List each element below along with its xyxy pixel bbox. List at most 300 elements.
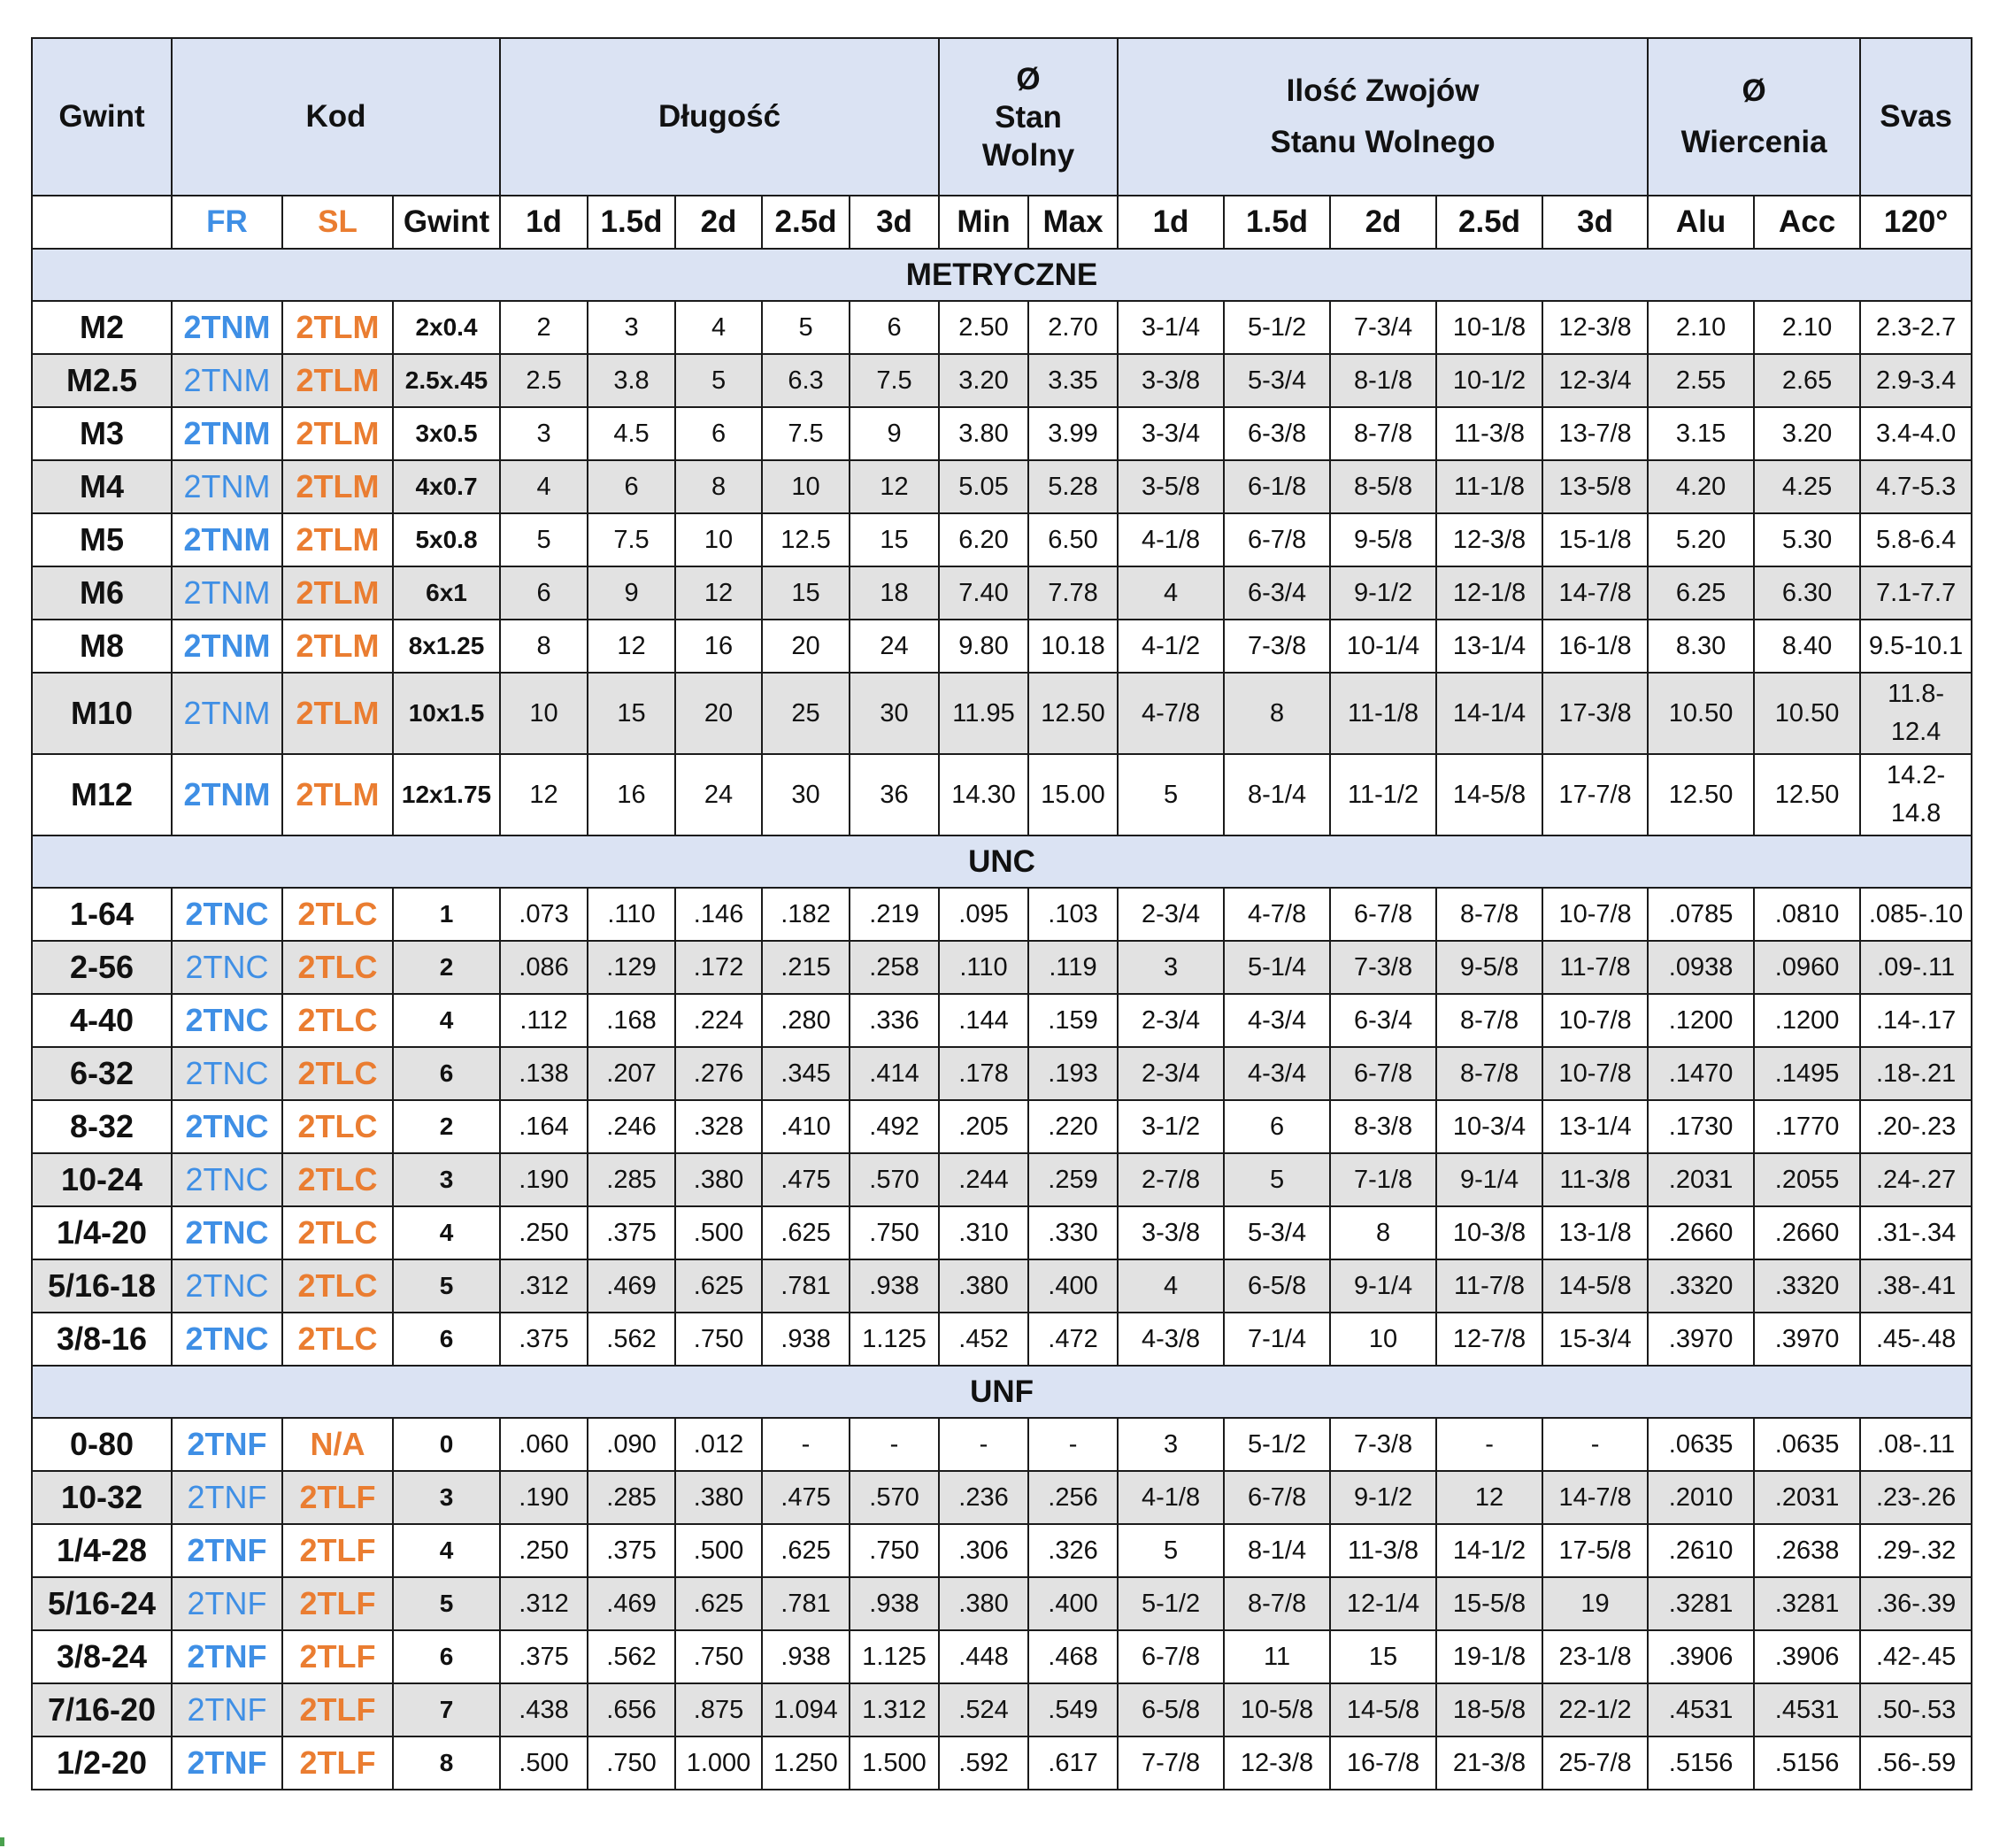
cell-len-2-5d: 25 [762, 673, 850, 754]
header-ilosc-zwojow: Ilość Zwojów Stanu Wolnego [1118, 38, 1648, 196]
table-row [32, 888, 1972, 941]
cell-code-sl: N/A [282, 1418, 393, 1471]
cell-pitch: 6 [393, 1047, 500, 1100]
cell-free-min: .236 [939, 1471, 1028, 1524]
cell-code-fr: 2TNF [172, 1683, 282, 1736]
cell-drill-alu: .0938 [1648, 941, 1754, 994]
cell-svas-120: 4.7-5.3 [1860, 460, 1972, 513]
cell-turns-1d: 3-5/8 [1118, 460, 1224, 513]
cell-drill-alu: 4.20 [1648, 460, 1754, 513]
cell-turns-2-5d: 12-1/8 [1436, 566, 1542, 620]
cell-turns-1d: 3-1/2 [1118, 1100, 1224, 1153]
cell-turns-1-5d: 5-1/2 [1224, 301, 1330, 354]
cell-free-max: - [1028, 1418, 1118, 1471]
subheader-120deg: 120° [1860, 196, 1972, 249]
cell-pitch: 2 [393, 1100, 500, 1153]
cell-free-max: 5.28 [1028, 460, 1118, 513]
cell-code-sl: 2TLC [282, 1259, 393, 1313]
cell-turns-1-5d: 6-3/4 [1224, 566, 1330, 620]
cell-thread: 6-32 [32, 1047, 172, 1100]
cell-len-1-5d: 9 [588, 566, 675, 620]
cell-len-2-5d: .625 [762, 1524, 850, 1577]
cell-len-3d: .570 [850, 1471, 939, 1524]
cell-len-3d: .336 [850, 994, 939, 1047]
cell-pitch: 3 [393, 1153, 500, 1206]
cell-turns-2d: 8-1/8 [1330, 354, 1436, 407]
cell-len-1-5d: 6 [588, 460, 675, 513]
cell-drill-alu: .1200 [1648, 994, 1754, 1047]
cell-free-min: 7.40 [939, 566, 1028, 620]
cell-len-2-5d: 20 [762, 620, 850, 673]
cell-thread: 0-80 [32, 1418, 172, 1471]
cell-len-2-5d: - [762, 1418, 850, 1471]
cell-svas-120: 5.8-6.4 [1860, 513, 1972, 566]
cell-len-1d: 5 [500, 513, 588, 566]
svas-part: 11.8- [1888, 680, 1945, 708]
cell-drill-acc: .3970 [1754, 1313, 1860, 1366]
cell-turns-2d: 9-1/4 [1330, 1259, 1436, 1313]
cell-turns-3d: 22-1/2 [1542, 1683, 1648, 1736]
cell-thread: M4 [32, 460, 172, 513]
table-row [32, 1313, 1972, 1366]
cell-free-min: .592 [939, 1736, 1028, 1790]
cell-turns-2d: 6-7/8 [1330, 1047, 1436, 1100]
cell-turns-2d: 15 [1330, 1630, 1436, 1683]
diameter-symbol: Ø [1742, 73, 1766, 108]
cell-len-2d: 6 [675, 407, 762, 460]
cell-drill-alu: 6.25 [1648, 566, 1754, 620]
cell-code-fr: 2TNF [172, 1471, 282, 1524]
cell-turns-3d: 13-1/4 [1542, 1100, 1648, 1153]
cell-free-min: 3.20 [939, 354, 1028, 407]
cell-turns-1-5d: 4-3/4 [1224, 1047, 1330, 1100]
cell-thread: M12 [32, 754, 172, 835]
cell-svas-120: .31-.34 [1860, 1206, 1972, 1259]
cell-len-1-5d: .285 [588, 1471, 675, 1524]
cell-thread: 10-32 [32, 1471, 172, 1524]
cell-drill-acc: 5.30 [1754, 513, 1860, 566]
cell-turns-1d: 2-7/8 [1118, 1153, 1224, 1206]
subheader-turns-3d: 3d [1542, 196, 1648, 249]
cell-turns-1d: 4-3/8 [1118, 1313, 1224, 1366]
cell-len-2-5d: 1.094 [762, 1683, 850, 1736]
cell-turns-1d: 3 [1118, 941, 1224, 994]
cell-free-max: .617 [1028, 1736, 1118, 1790]
cell-code-sl: 2TLC [282, 1153, 393, 1206]
cell-turns-1d: 6-5/8 [1118, 1683, 1224, 1736]
cell-code-sl: 2TLC [282, 1047, 393, 1100]
subheader-turns-2-5d: 2.5d [1436, 196, 1542, 249]
cell-pitch: 2.5x.45 [393, 354, 500, 407]
cell-len-1-5d: .375 [588, 1524, 675, 1577]
cell-turns-1d: 2-3/4 [1118, 994, 1224, 1047]
section-header-row [32, 1366, 1972, 1418]
cell-thread: 2-56 [32, 941, 172, 994]
cell-turns-1d: 4 [1118, 1259, 1224, 1313]
cell-pitch: 12x1.75 [393, 754, 500, 835]
cell-turns-1-5d: 6-3/8 [1224, 407, 1330, 460]
cell-len-2-5d: 7.5 [762, 407, 850, 460]
cell-len-1-5d: .375 [588, 1206, 675, 1259]
cell-turns-1-5d: 6-7/8 [1224, 513, 1330, 566]
cell-turns-3d: 12-3/8 [1542, 301, 1648, 354]
diameter-symbol: Ø [1016, 61, 1041, 96]
cell-free-max: 2.70 [1028, 301, 1118, 354]
cell-len-3d: 1.125 [850, 1630, 939, 1683]
cell-turns-3d: 14-7/8 [1542, 566, 1648, 620]
cell-turns-2-5d: - [1436, 1418, 1542, 1471]
cell-len-1d: 4 [500, 460, 588, 513]
cell-pitch: 4 [393, 994, 500, 1047]
header-dlugosc: Długość [500, 38, 939, 196]
cell-code-sl: 2TLC [282, 994, 393, 1047]
cell-turns-3d: 17-5/8 [1542, 1524, 1648, 1577]
cell-len-1d: 2.5 [500, 354, 588, 407]
cell-len-2d: .750 [675, 1630, 762, 1683]
cell-pitch: 3x0.5 [393, 407, 500, 460]
cell-turns-1-5d: 8 [1224, 673, 1330, 754]
cell-thread: M2 [32, 301, 172, 354]
cell-free-max: .468 [1028, 1630, 1118, 1683]
cell-turns-3d: 14-7/8 [1542, 1471, 1648, 1524]
cell-code-fr: 2TNC [172, 994, 282, 1047]
cell-len-2-5d: .345 [762, 1047, 850, 1100]
header-svas: Svas [1860, 38, 1972, 196]
cell-pitch: 5 [393, 1259, 500, 1313]
cell-drill-alu: .2660 [1648, 1206, 1754, 1259]
cell-svas-120: 3.4-4.0 [1860, 407, 1972, 460]
cell-len-1d: .250 [500, 1206, 588, 1259]
cell-turns-3d: 15-3/4 [1542, 1313, 1648, 1366]
cell-len-3d: .219 [850, 888, 939, 941]
cell-pitch: 6 [393, 1313, 500, 1366]
cell-svas-120: .23-.26 [1860, 1471, 1972, 1524]
cell-free-max: 7.78 [1028, 566, 1118, 620]
cell-len-2-5d: .781 [762, 1259, 850, 1313]
cell-len-2-5d: .475 [762, 1471, 850, 1524]
cell-turns-2d: 7-1/8 [1330, 1153, 1436, 1206]
subheader-alu: Alu [1648, 196, 1754, 249]
cell-code-sl: 2TLC [282, 1206, 393, 1259]
cell-turns-1-5d: 4-3/4 [1224, 994, 1330, 1047]
cell-turns-3d: 10-7/8 [1542, 888, 1648, 941]
cell-pitch: 4 [393, 1524, 500, 1577]
cell-len-2-5d: .938 [762, 1630, 850, 1683]
cell-code-sl: 2TLM [282, 407, 393, 460]
thread-spec-table [31, 37, 1972, 1790]
cell-code-fr: 2TNM [172, 673, 282, 754]
cell-svas-120: 7.1-7.7 [1860, 566, 1972, 620]
cell-turns-1d: 3-1/4 [1118, 301, 1224, 354]
cell-turns-2-5d: 14-1/2 [1436, 1524, 1542, 1577]
cell-drill-alu: 5.20 [1648, 513, 1754, 566]
cell-drill-acc: 12.50 [1754, 754, 1860, 835]
cell-free-max: .159 [1028, 994, 1118, 1047]
cell-free-max: 15.00 [1028, 754, 1118, 835]
cell-free-max: .193 [1028, 1047, 1118, 1100]
cell-len-2-5d: 10 [762, 460, 850, 513]
cell-drill-acc: .3281 [1754, 1577, 1860, 1630]
cell-len-1d: .164 [500, 1100, 588, 1153]
cell-turns-2d: 6-3/4 [1330, 994, 1436, 1047]
cell-turns-1d: 2-3/4 [1118, 888, 1224, 941]
cell-free-min: .524 [939, 1683, 1028, 1736]
cell-turns-2-5d: 8-7/8 [1436, 888, 1542, 941]
cell-drill-alu: 2.55 [1648, 354, 1754, 407]
cell-code-sl: 2TLM [282, 354, 393, 407]
cell-free-max: .549 [1028, 1683, 1118, 1736]
cell-len-2d: .012 [675, 1418, 762, 1471]
cell-turns-2-5d: 12-7/8 [1436, 1313, 1542, 1366]
svas-part: 12.4 [1890, 718, 1942, 746]
table-row [32, 301, 1972, 354]
cell-code-fr: 2TNC [172, 1206, 282, 1259]
cell-pitch: 0 [393, 1418, 500, 1471]
cell-len-1d: 8 [500, 620, 588, 673]
cell-len-3d: 24 [850, 620, 939, 673]
svas-part: 14.8 [1890, 799, 1942, 828]
cell-code-sl: 2TLC [282, 941, 393, 994]
cell-len-2d: 20 [675, 673, 762, 754]
cell-turns-2d: 9-5/8 [1330, 513, 1436, 566]
cell-turns-2-5d: 8-7/8 [1436, 1047, 1542, 1100]
cell-code-fr: 2TNC [172, 1313, 282, 1366]
cell-len-1d: .190 [500, 1471, 588, 1524]
cell-turns-2-5d: 14-1/4 [1436, 673, 1542, 754]
cell-turns-1-5d: 10-5/8 [1224, 1683, 1330, 1736]
cell-turns-3d: 12-3/4 [1542, 354, 1648, 407]
cell-code-fr: 2TNC [172, 1100, 282, 1153]
cell-free-min: .244 [939, 1153, 1028, 1206]
cell-svas-120: .38-.41 [1860, 1259, 1972, 1313]
cell-svas-120: 2.9-3.4 [1860, 354, 1972, 407]
cell-len-1d: 3 [500, 407, 588, 460]
cell-drill-alu: .0635 [1648, 1418, 1754, 1471]
cell-len-1-5d: .090 [588, 1418, 675, 1471]
cell-turns-1d: 5 [1118, 1524, 1224, 1577]
cell-len-1d: .138 [500, 1047, 588, 1100]
cell-pitch: 6x1 [393, 566, 500, 620]
cell-turns-3d: 10-7/8 [1542, 994, 1648, 1047]
cell-turns-2d: 14-5/8 [1330, 1683, 1436, 1736]
header-gwint: Gwint [32, 38, 172, 196]
cell-code-fr: 2TNC [172, 1047, 282, 1100]
cell-pitch: 3 [393, 1471, 500, 1524]
cell-svas-120: 9.5-10.1 [1860, 620, 1972, 673]
table-row [32, 673, 1972, 754]
cell-len-1d: .500 [500, 1736, 588, 1790]
cell-svas-120 [1860, 754, 1972, 835]
table-row [32, 1471, 1972, 1524]
cell-turns-1d: 4-1/8 [1118, 1471, 1224, 1524]
cell-len-1-5d: .285 [588, 1153, 675, 1206]
cell-pitch: 8 [393, 1736, 500, 1790]
cell-len-3d: .938 [850, 1577, 939, 1630]
cell-len-3d: 1.312 [850, 1683, 939, 1736]
cell-code-fr: 2TNC [172, 1259, 282, 1313]
cell-pitch: 2x0.4 [393, 301, 500, 354]
cell-turns-1-5d: 6-5/8 [1224, 1259, 1330, 1313]
cell-svas-120: .08-.11 [1860, 1418, 1972, 1471]
cell-drill-alu: 12.50 [1648, 754, 1754, 835]
cell-drill-alu: .5156 [1648, 1736, 1754, 1790]
cell-drill-alu: 10.50 [1648, 673, 1754, 754]
cell-drill-acc: 4.25 [1754, 460, 1860, 513]
cell-turns-1d: 5-1/2 [1118, 1577, 1224, 1630]
cell-len-3d: .258 [850, 941, 939, 994]
cell-len-1-5d: .562 [588, 1313, 675, 1366]
cell-len-1-5d: .469 [588, 1259, 675, 1313]
cell-drill-acc: .0960 [1754, 941, 1860, 994]
cell-free-min: .452 [939, 1313, 1028, 1366]
cell-len-2d: 12 [675, 566, 762, 620]
cell-turns-2d: 11-1/8 [1330, 673, 1436, 754]
cell-code-fr: 2TNM [172, 354, 282, 407]
cell-svas-120: .56-.59 [1860, 1736, 1972, 1790]
cell-code-sl: 2TLF [282, 1524, 393, 1577]
cell-code-fr: 2TNF [172, 1524, 282, 1577]
cell-free-min: 5.05 [939, 460, 1028, 513]
cell-len-1d: .073 [500, 888, 588, 941]
cell-thread: M2.5 [32, 354, 172, 407]
cell-code-fr: 2TNF [172, 1577, 282, 1630]
cell-len-2-5d: 12.5 [762, 513, 850, 566]
cell-len-1-5d: .129 [588, 941, 675, 994]
cell-pitch: 7 [393, 1683, 500, 1736]
cell-len-2d: .224 [675, 994, 762, 1047]
cell-turns-2d: 7-3/8 [1330, 941, 1436, 994]
cell-svas-120: .18-.21 [1860, 1047, 1972, 1100]
header-row [32, 38, 1972, 196]
cell-code-fr: 2TNF [172, 1418, 282, 1471]
cell-turns-2d: 11-1/2 [1330, 754, 1436, 835]
cell-svas-120: .29-.32 [1860, 1524, 1972, 1577]
cell-drill-acc: .1770 [1754, 1100, 1860, 1153]
subheader-turns-2d: 2d [1330, 196, 1436, 249]
cell-drill-alu: .4531 [1648, 1683, 1754, 1736]
cell-free-min: .144 [939, 994, 1028, 1047]
cell-free-max: .259 [1028, 1153, 1118, 1206]
cell-len-1d: .312 [500, 1577, 588, 1630]
subheader-turns-1d: 1d [1118, 196, 1224, 249]
cell-code-fr: 2TNF [172, 1736, 282, 1790]
cell-drill-alu: .3281 [1648, 1577, 1754, 1630]
cell-turns-1-5d: 5-1/2 [1224, 1418, 1330, 1471]
cell-len-1d: 2 [500, 301, 588, 354]
cell-turns-1d: 3-3/8 [1118, 1206, 1224, 1259]
cell-turns-3d: 13-1/8 [1542, 1206, 1648, 1259]
cell-thread: M6 [32, 566, 172, 620]
cell-free-max: 10.18 [1028, 620, 1118, 673]
section-title: METRYCZNE [32, 249, 1972, 301]
cell-turns-1d: 3-3/4 [1118, 407, 1224, 460]
subheader-row [32, 196, 1972, 249]
cell-len-2-5d: 15 [762, 566, 850, 620]
cell-turns-2d: 12-1/4 [1330, 1577, 1436, 1630]
cell-code-sl: 2TLM [282, 673, 393, 754]
cell-turns-1-5d: 5-1/4 [1224, 941, 1330, 994]
cell-len-2-5d: .475 [762, 1153, 850, 1206]
cell-code-sl: 2TLC [282, 1100, 393, 1153]
cell-code-sl: 2TLF [282, 1630, 393, 1683]
cell-turns-3d: 17-3/8 [1542, 673, 1648, 754]
cell-turns-3d: 14-5/8 [1542, 1259, 1648, 1313]
cell-turns-1d: 6-7/8 [1118, 1630, 1224, 1683]
cell-code-fr: 2TNM [172, 460, 282, 513]
cell-code-sl: 2TLM [282, 460, 393, 513]
cell-len-1-5d: 7.5 [588, 513, 675, 566]
cell-turns-1-5d: 11 [1224, 1630, 1330, 1683]
cell-turns-2d: 10-1/4 [1330, 620, 1436, 673]
cell-svas-120: .20-.23 [1860, 1100, 1972, 1153]
cell-len-2d: 4 [675, 301, 762, 354]
cell-code-sl: 2TLM [282, 566, 393, 620]
cell-len-2-5d: .410 [762, 1100, 850, 1153]
cell-thread: 1/4-28 [32, 1524, 172, 1577]
cell-len-1-5d: .750 [588, 1736, 675, 1790]
cell-svas-120: .36-.39 [1860, 1577, 1972, 1630]
cell-pitch: 4 [393, 1206, 500, 1259]
table-row [32, 1418, 1972, 1471]
cell-len-1d: .086 [500, 941, 588, 994]
cell-turns-1-5d: 5 [1224, 1153, 1330, 1206]
cell-free-min: 9.80 [939, 620, 1028, 673]
cell-len-3d: 7.5 [850, 354, 939, 407]
header-wiercenia: Ø Wiercenia [1648, 38, 1860, 196]
cell-turns-3d: 16-1/8 [1542, 620, 1648, 673]
subheader-len-2-5d: 2.5d [762, 196, 850, 249]
cell-drill-acc: .2031 [1754, 1471, 1860, 1524]
cell-turns-2d: 9-1/2 [1330, 566, 1436, 620]
cell-free-max: .400 [1028, 1577, 1118, 1630]
cell-len-3d: .492 [850, 1100, 939, 1153]
cell-len-3d: 1.125 [850, 1313, 939, 1366]
cell-turns-2-5d: 11-1/8 [1436, 460, 1542, 513]
cell-len-2-5d: .938 [762, 1313, 850, 1366]
cell-len-3d: 18 [850, 566, 939, 620]
cell-turns-2-5d: 10-1/8 [1436, 301, 1542, 354]
cell-free-min: - [939, 1418, 1028, 1471]
cell-drill-acc: 10.50 [1754, 673, 1860, 754]
cell-drill-acc: .2055 [1754, 1153, 1860, 1206]
cell-len-2d: 10 [675, 513, 762, 566]
cell-len-1-5d: .168 [588, 994, 675, 1047]
cell-free-min: .380 [939, 1577, 1028, 1630]
cell-turns-2d: 16-7/8 [1330, 1736, 1436, 1790]
cell-turns-1-5d: 7-3/8 [1224, 620, 1330, 673]
cell-turns-1d: 7-7/8 [1118, 1736, 1224, 1790]
cell-turns-1-5d: 6-1/8 [1224, 460, 1330, 513]
cell-turns-2d: 8 [1330, 1206, 1436, 1259]
subheader-len-1d: 1d [500, 196, 588, 249]
cell-pitch: 1 [393, 888, 500, 941]
cell-turns-1-5d: 5-3/4 [1224, 354, 1330, 407]
cell-turns-3d: 23-1/8 [1542, 1630, 1648, 1683]
table-row [32, 941, 1972, 994]
cell-len-3d: .750 [850, 1524, 939, 1577]
table-row [32, 1683, 1972, 1736]
cell-free-min: 6.20 [939, 513, 1028, 566]
cell-turns-1d: 4-7/8 [1118, 673, 1224, 754]
cell-pitch: 10x1.5 [393, 673, 500, 754]
cell-drill-alu: .2010 [1648, 1471, 1754, 1524]
cell-len-2-5d: 30 [762, 754, 850, 835]
cell-code-fr: 2TNM [172, 620, 282, 673]
cell-turns-2-5d: 21-3/8 [1436, 1736, 1542, 1790]
table-row [32, 994, 1972, 1047]
cell-len-1d: 12 [500, 754, 588, 835]
cell-len-2d: .380 [675, 1471, 762, 1524]
